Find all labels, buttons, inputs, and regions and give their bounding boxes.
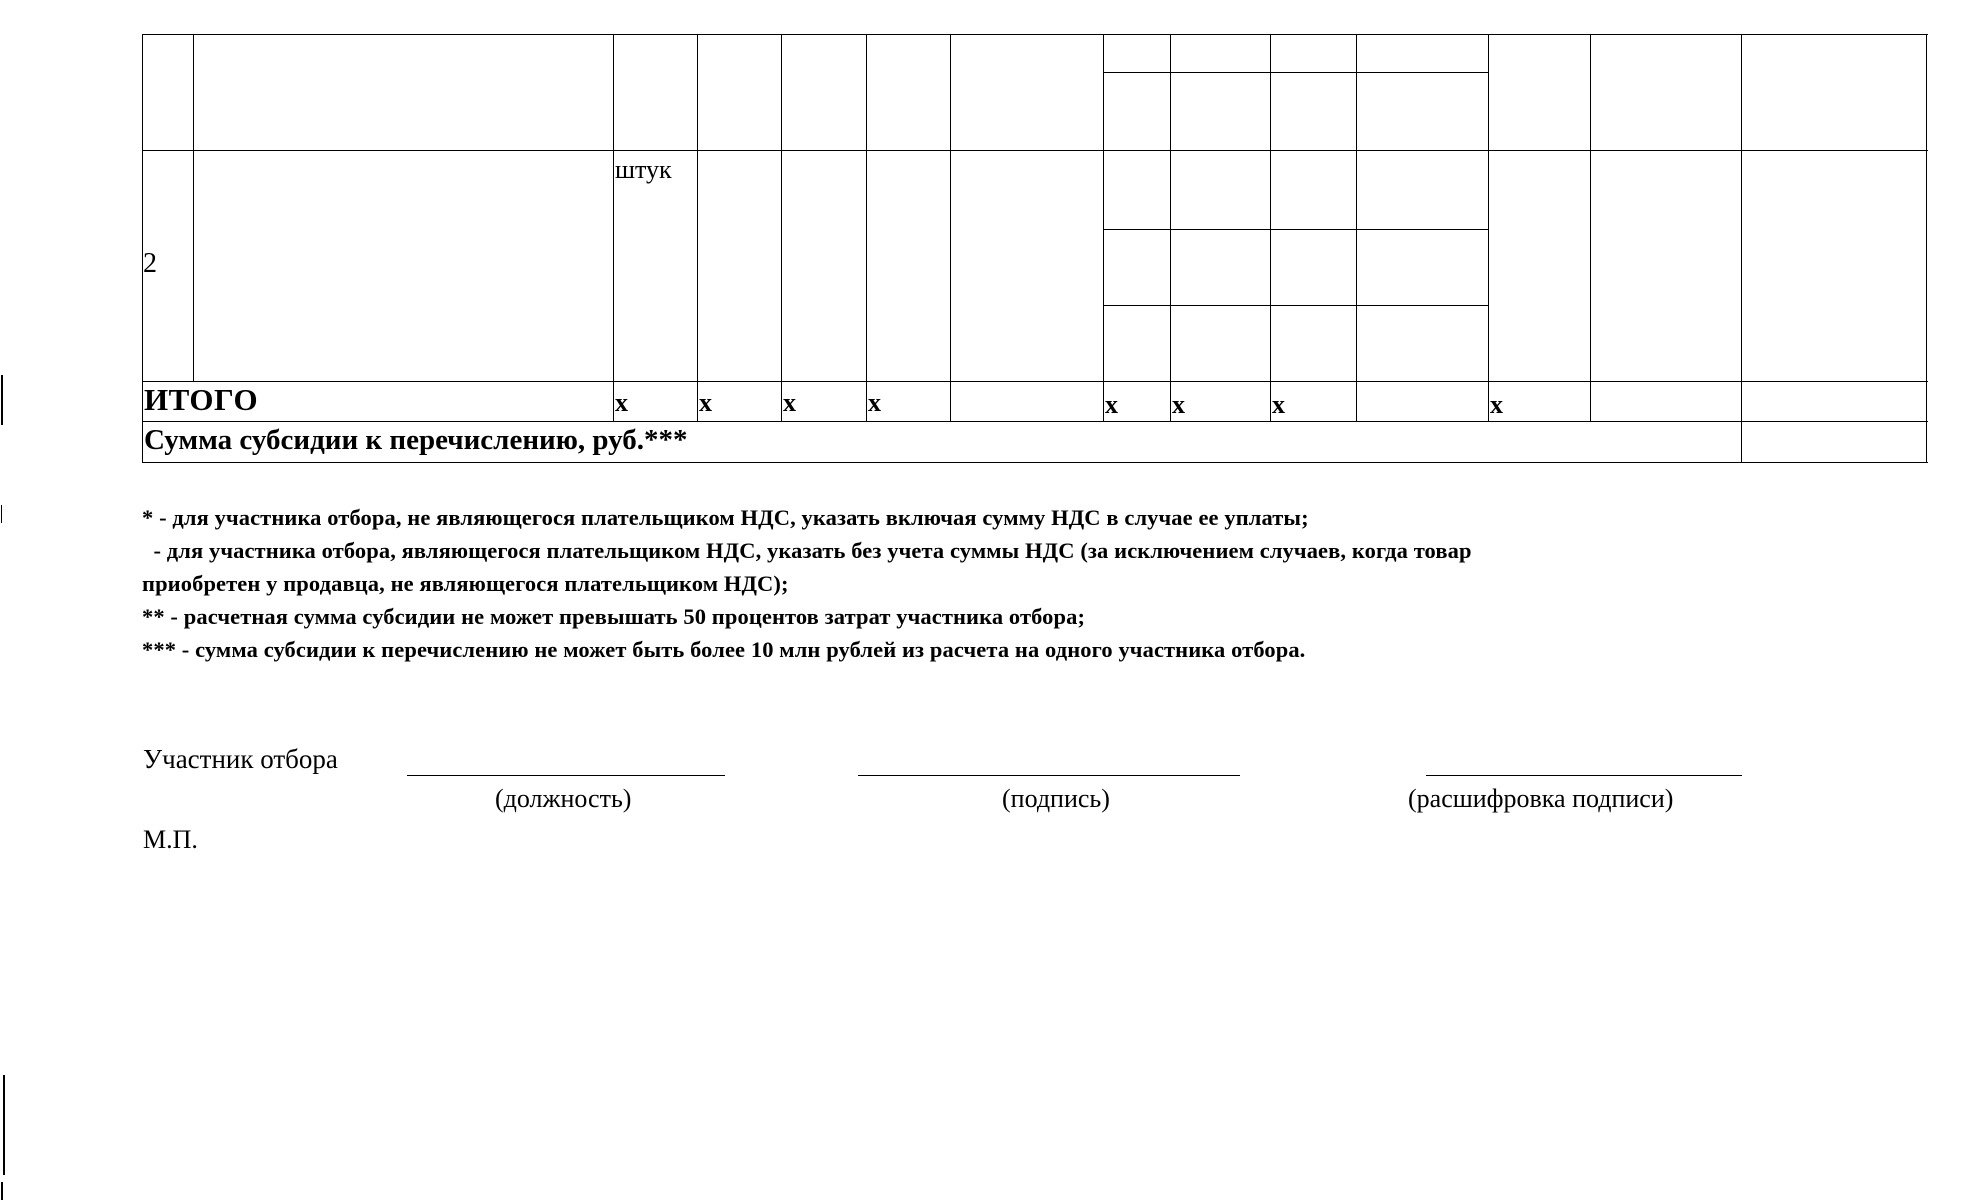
table-line bbox=[142, 150, 1928, 151]
scan-margin-mark bbox=[3, 1075, 5, 1175]
total-mark: x bbox=[699, 388, 712, 417]
position-line bbox=[407, 775, 725, 776]
scan-margin-mark bbox=[1, 1182, 3, 1200]
row-number: 2 bbox=[143, 248, 157, 279]
total-mark: x bbox=[1272, 390, 1285, 419]
footnote-line: приобретен у продавца, не являющегося плательщиком НДС); bbox=[142, 571, 789, 596]
decoding-caption: (расшифровка подписи) bbox=[1408, 784, 1674, 813]
table-line bbox=[1103, 229, 1488, 230]
stamp-label: М.П. bbox=[143, 825, 198, 854]
unit-cell: штук bbox=[615, 155, 672, 184]
scan-margin-mark bbox=[1, 375, 3, 425]
table-line-total-bottom bbox=[142, 421, 1928, 422]
subsidy-label: Сумма субсидии к перечислению, руб.*** bbox=[144, 424, 688, 456]
table-col-line bbox=[950, 34, 951, 421]
table-col-line bbox=[1356, 34, 1357, 421]
table-col-line bbox=[781, 34, 782, 421]
table-col-line bbox=[1170, 34, 1171, 421]
total-mark: x bbox=[1490, 390, 1503, 419]
table-col-line bbox=[697, 34, 698, 421]
total-mark: x bbox=[868, 388, 881, 417]
table-col-line bbox=[1270, 34, 1271, 421]
signature-caption: (подпись) bbox=[1002, 784, 1110, 813]
table-border-right bbox=[1926, 34, 1927, 462]
table-col-line bbox=[613, 34, 614, 421]
total-mark: x bbox=[615, 388, 628, 417]
table-border-bottom bbox=[142, 462, 1928, 463]
total-mark: x bbox=[1172, 390, 1185, 419]
table-line bbox=[1103, 72, 1488, 73]
table-col-line bbox=[1741, 34, 1742, 462]
participant-label: Участник отбора bbox=[143, 744, 338, 774]
table-col-line bbox=[1488, 34, 1489, 421]
table-col-line bbox=[866, 34, 867, 421]
footnote-line: * - для участника отбора, не являющегося плательщиком НДС, указать включая сумму НДС в случае ее уплаты; bbox=[142, 505, 1309, 530]
total-label: ИТОГО bbox=[144, 382, 259, 417]
signature-line bbox=[858, 775, 1240, 776]
footnote-line: *** - сумма субсидии к перечислению не может быть более 10 млн рублей из расчета на одного участника отбора. bbox=[142, 637, 1306, 662]
table-line-total-top bbox=[142, 381, 1928, 382]
total-mark: x bbox=[1105, 390, 1118, 419]
total-mark: x bbox=[783, 388, 796, 417]
position-caption: (должность) bbox=[495, 784, 632, 813]
table-col-line bbox=[193, 34, 194, 381]
table-col-line bbox=[1590, 34, 1591, 421]
footnote-line: - для участника отбора, являющегося плательщиком НДС, указать без учета суммы НДС (за исключением случаев, когда товар bbox=[142, 538, 1472, 563]
table-border-top bbox=[142, 34, 1928, 35]
decoding-line bbox=[1426, 775, 1742, 776]
scan-margin-mark bbox=[1, 505, 2, 523]
table-col-line bbox=[1103, 34, 1104, 421]
footnote-line: ** - расчетная сумма субсидии не может превышать 50 процентов затрат участника отбора; bbox=[142, 604, 1086, 629]
table-line bbox=[1103, 305, 1488, 306]
